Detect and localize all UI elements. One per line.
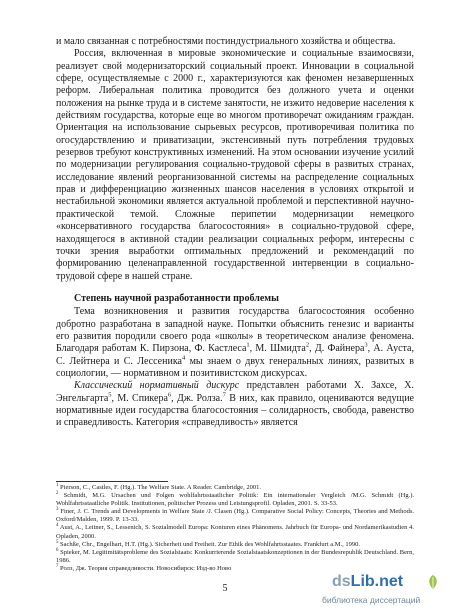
section-heading: Степень научной разработанности проблемы: [74, 292, 279, 304]
footnote-ref-4: 4: [181, 354, 186, 362]
paragraph-continuation: и мало связанная с потребностями постиндустриального хозяйства и общества.: [56, 36, 396, 47]
footnote: $^7$ Ролз, Дж. Теория справедливости. Новосибирск: Изд-во Ново: [56, 563, 232, 572]
footnote-ref-6: 6: [167, 391, 172, 399]
watermark-wordmark: dsLib.net: [332, 573, 404, 590]
body-text: [56, 36, 414, 430]
footnote-ref-2: 2: [305, 341, 310, 349]
footnote: $^3$ Finer, J. C. Trends and Developments in Welfare State /J. Clasen (Hg.). Comparative Social Policy: Concepts, Theories and Methods. Oxford/Malden, 1999. P. 13-33.: [56, 507, 414, 524]
italic-term: Классический нормативный дискурс: [74, 380, 240, 392]
footnote: $^1$ Pierson, C., Castles, F. (Hg.). The Welfare State. A Reader. Cambridge, 2001.: [56, 482, 261, 491]
footnote-ref-5: 5: [108, 391, 112, 399]
footnote: $^4$ Aust, A., Leitner, S., Lessenich, S. Sozialmodell Europa: Konturen eines Phänomens. Jahrbuch für Europa- und Nordamerikastudien 4. Opladen, 2000.: [56, 523, 414, 540]
paragraph-normative-discourse: Классический нормативный дискурс представлен работами Х. Захсе, Х. Энгельгарта$^5$, М. Спикера$^6$, Дж. Ролза.$^7$ В них, как правило, оцениваются ведущие нормативные идеи государства благосостояния – солидарность, свобода, равенство и справедливость. Категория «справедливость» является: [56, 380, 414, 429]
footnote-ref-7: 7: [222, 391, 226, 399]
paragraph-russia: Россия, включенная в мировые экономические и социальные взаимосвязи, реализует свой модернизаторский социальный проект. Инновации в социальной сфере, осуществляемые с 2000 г., характеризуются как феномен незавершенных реформ. Либеральная политика проводится без должного учета и оценки положения на рынке труда и в системе занятости, не изжито недоверие населения к действиям государства, которые еще во многом противоречат ожиданиям граждан. Ориентация на использование сырьевых ресурсов, противоречивая политика по огосударствлению и приватизации, экстенсивный путь потребления трудовых резервов требуют конструктивных изменений. На этом основании изучение усилий по модернизации регулирования социально-трудовой сферы в развитых странах, исследование явлений реорганизованной системы на распределение социальных прав и дифференциацию жизненных шансов населения в условиях открытой и нестабильной экономики является актуальной проблемой и перспективной научно-практической темой. Сложные перипетии модернизации немецкого «консервативного государства благосостояния» в социально-трудовой сфере, находящегося в активной стадии реализации социальных реформ, интересны с точки зрения выработки оптимальных предложений и рекомендаций по формированию целенаправленной государственной интервенции в социально-трудовой сфере в нашей стране.: [56, 48, 414, 282]
footnotes: [56, 484, 414, 573]
footnote-separator: [56, 481, 168, 482]
watermark-tagline: библиотека диссертаций: [322, 595, 421, 605]
footnote-ref-1: 1: [246, 341, 250, 349]
footnote-ref-3: 3: [364, 341, 368, 349]
dslib-watermark-logo[interactable]: [322, 573, 446, 613]
footnote: $^2$ Schmidt, M.G. Ursachen und Folgen wohlfahrtsstaatlicher Politik: Ein internationaler Vergleich /M.G. Schmidt (Hg.). Wohlfahrtsstaatliche Politik. Institutionen, politischer Prozess und Leistungsprofil. Opladen, 2001. S. 33-53.: [56, 490, 414, 508]
paragraph-research-degree: Тема возникновения и развития государства благосостояния особенно добротно разработана в западной науке. Попытки объяснить генезис и варианты его развития породили своего рода «школы» в теоретическом анализе феномена. Благодаря работам К. Пирзона, Ф. Кастлеса$^1$, М. Шмидта$^2$, Д. Файнера$^3$, А. Ауста, С. Лейтнера и С. Лессеника$^4$ мы знаем о двух генеральных линиях, развитых в социологии, — нормативном и позитивистском дискурсах.: [56, 306, 414, 379]
footnote: $^5$ Sachße, Chr., Engelhart, H.T. (Hg.). Sicherheit und Freiheit. Zur Ethik des Wohlfahrtsstaates. Frankfurt a.M., 1990.: [56, 539, 361, 548]
page-number: 5: [222, 583, 228, 594]
footnote: $^6$ Spieker, M. Legitimitätsprobleme des Sozialstaats: Konkurrierende Sozialstaatskonzeptionen in der Bundesrepublik Deutschland. Bern, 1986.: [56, 547, 414, 564]
leaf-icon: [426, 574, 440, 590]
